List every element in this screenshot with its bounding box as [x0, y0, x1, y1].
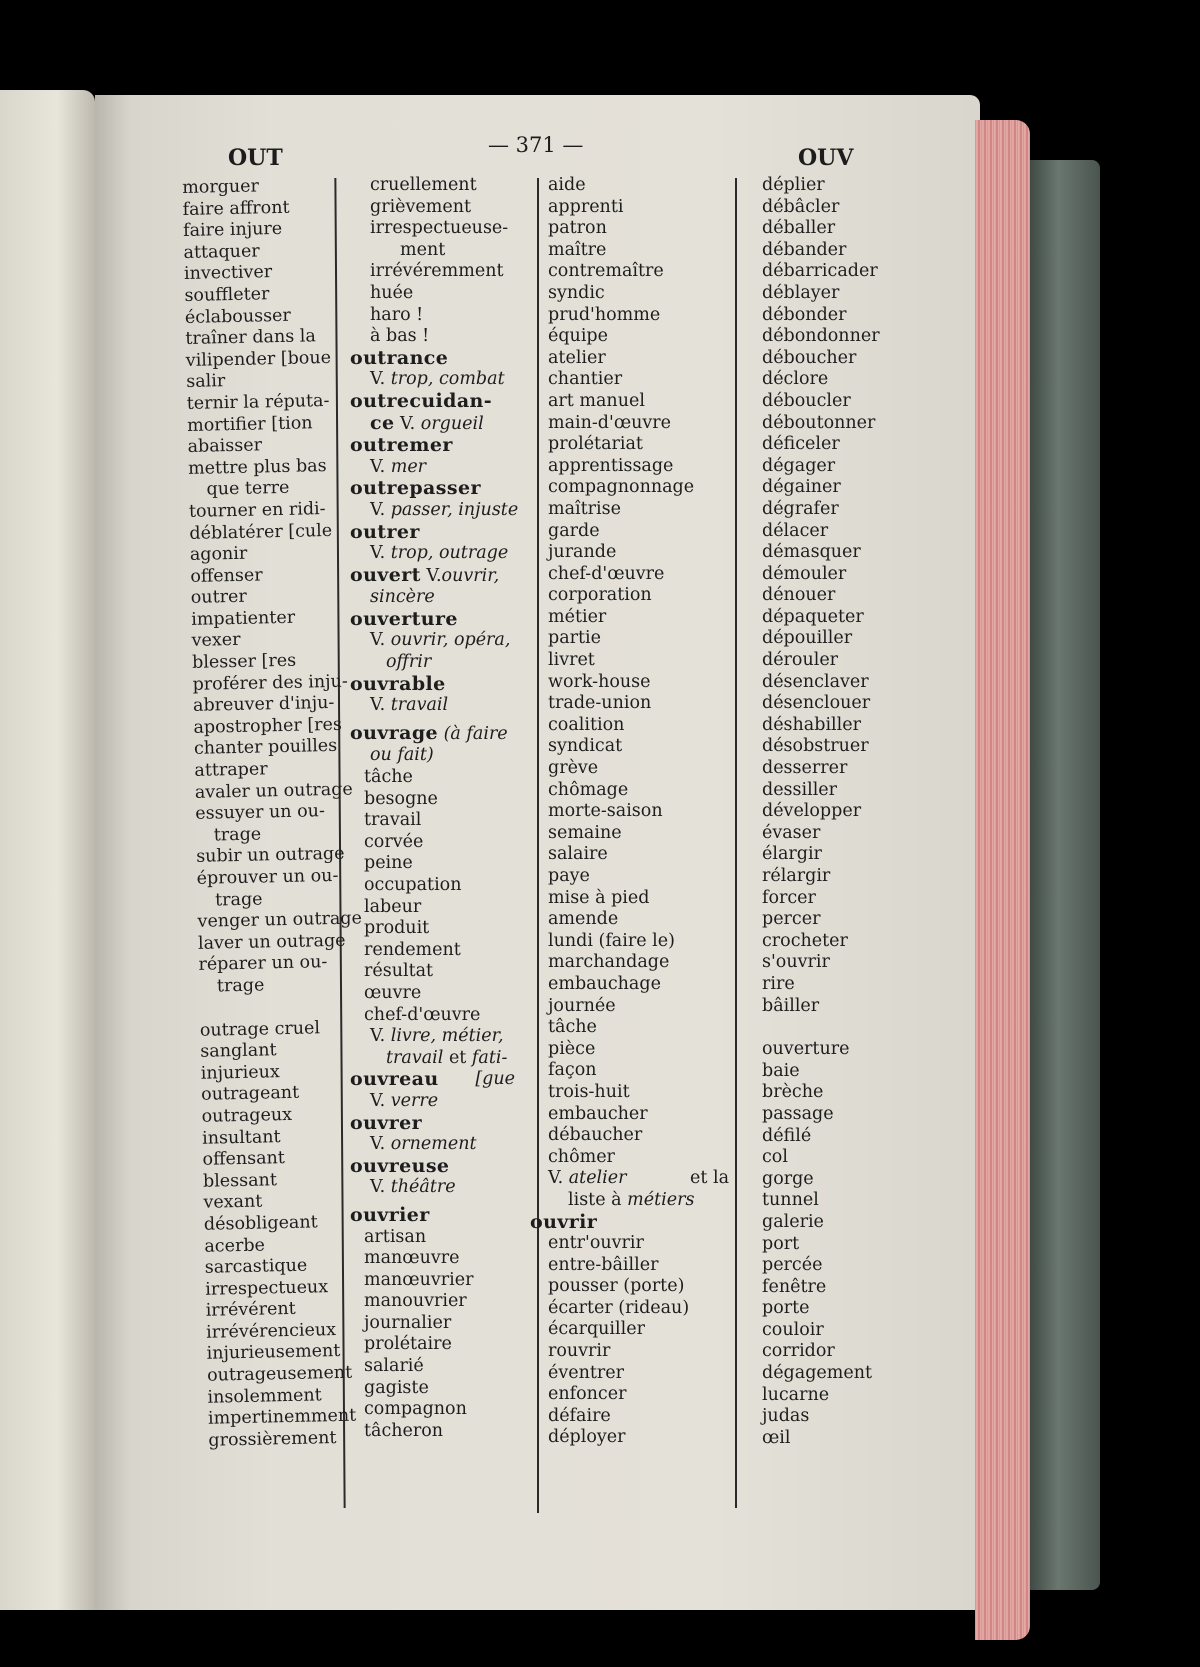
entry-line: lucarne: [762, 1384, 830, 1405]
entry-line: atelier: [548, 347, 606, 368]
entry-line: élargir: [762, 844, 822, 865]
entry-line: outrage cruel: [199, 1017, 321, 1041]
entry-line: cruellement: [370, 175, 477, 195]
entry-line: insolemment: [207, 1384, 322, 1408]
entry-line: réparer un ou-: [198, 952, 328, 976]
entry-line: grièvement: [370, 196, 472, 217]
entry-line: partie: [548, 628, 601, 649]
column-rule-3: [735, 178, 737, 1508]
cross-ref: ornement: [390, 1134, 477, 1155]
headword-outrer: outrer: [350, 520, 420, 543]
entry-line: rire: [762, 973, 795, 994]
entry-line: baie: [762, 1060, 800, 1081]
entry-line: besogne: [364, 788, 438, 809]
entry-line: vilipender [boue: [185, 347, 332, 371]
entry-line: avaler un outrage: [194, 779, 353, 803]
entry-line: débander: [762, 239, 847, 260]
headword-ouvert: ouvert: [350, 563, 421, 586]
entry-line: trois-huit: [548, 1081, 630, 1102]
entry-line: résultat: [364, 961, 434, 982]
blank-line: [762, 1017, 922, 1039]
entry-line: chômage: [548, 779, 629, 800]
entry-line: débâcler: [762, 196, 840, 217]
entry-line: salarié: [364, 1356, 424, 1377]
see-also: V.: [370, 499, 386, 520]
cross-ref: atelier: [568, 1168, 627, 1189]
entry-line: compagnonnage: [548, 477, 695, 498]
entry-line: attaquer: [183, 241, 260, 263]
header-right: OUV: [798, 145, 854, 171]
entry-line: tourner en ridi-: [188, 498, 326, 522]
ouvrier-related-list: [548, 175, 733, 1168]
entry-line: dessiller: [762, 779, 838, 800]
entry-line: gorge: [762, 1168, 814, 1189]
book-cover: [1030, 160, 1100, 1590]
entry-line: syndicat: [548, 736, 623, 757]
see-also: V.: [370, 630, 386, 651]
entry-line: prolétaire: [364, 1334, 452, 1355]
entry-line: irrévéremment: [370, 261, 504, 282]
entry-line: corvée: [364, 831, 424, 852]
entry-line: enfoncer: [548, 1384, 627, 1405]
entry-line: subir un outrage: [196, 844, 345, 868]
entry-line: déboucler: [762, 390, 851, 411]
entry-line: chef-d'œuvre: [364, 1004, 481, 1025]
entry-line: déclore: [762, 369, 829, 390]
entry-line: trage: [216, 975, 265, 997]
entry-line: corporation: [548, 585, 652, 606]
see-also: V.: [370, 543, 386, 564]
entry-line: salaire: [548, 844, 608, 865]
entry-line: débarricader: [762, 261, 878, 282]
entry-line: manœuvre: [364, 1248, 460, 1269]
entry-line: offensant: [202, 1148, 286, 1170]
entry-line: port: [762, 1233, 800, 1254]
entry-line: trage: [213, 824, 262, 846]
entry-line: artisan: [364, 1226, 427, 1247]
cross-ref: travail: [386, 1047, 444, 1068]
entry-line: injurieusement: [206, 1341, 341, 1365]
entry-line: garde: [548, 520, 600, 541]
entry-line: déplier: [762, 175, 825, 195]
entry-line: livret: [548, 650, 595, 671]
headword-ouverture: ouverture: [350, 607, 458, 630]
entry-line: dénouer: [762, 585, 836, 606]
entry-line: travail: [364, 810, 422, 831]
entry-line: invectiver: [183, 262, 273, 285]
entry-line: mettre plus bas: [187, 455, 327, 479]
column-1: [182, 175, 364, 1452]
page-number: — 371 —: [488, 133, 584, 157]
entry-line: faire injure: [182, 219, 283, 242]
entry-line: irrévérencieux: [205, 1319, 337, 1343]
entry-line: façon: [548, 1060, 597, 1081]
entry-line: déboutonner: [762, 412, 876, 433]
entry-line: tunnel: [762, 1190, 819, 1211]
entry-line: chômer: [548, 1146, 615, 1167]
cross-ref: travail: [390, 695, 449, 716]
entry-line: aide: [548, 175, 586, 195]
entry-line: défaire: [548, 1405, 611, 1426]
entry-line: écarter (rideau): [548, 1297, 690, 1318]
entry-line: bâiller: [762, 995, 820, 1016]
entry-line: agonir: [189, 543, 248, 566]
entry-line: éprouver un ou-: [196, 865, 339, 889]
entry-line: grève: [548, 758, 599, 779]
see-also: V.: [370, 1134, 386, 1155]
entry-line: peine: [364, 853, 413, 874]
entry-line: offenser: [190, 565, 263, 587]
see-also: V.: [370, 1026, 386, 1047]
entry-line: déployer: [548, 1427, 626, 1448]
left-page-edge: [0, 90, 95, 1610]
entry-line: semaine: [548, 822, 622, 843]
header-left: OUT: [228, 145, 283, 171]
entry-line: désenclaver: [762, 671, 869, 692]
entry-line: débonder: [762, 304, 847, 325]
ouvrage-synonyms: [350, 767, 535, 1026]
entry-line: outrer: [190, 587, 247, 609]
entry-line: labeur: [364, 896, 422, 917]
entry-line: venger un outrage: [197, 908, 363, 933]
cross-ref: mer: [390, 456, 427, 477]
headword-ouvrer: ouvrer: [350, 1111, 423, 1134]
entry-line: tâche: [548, 1017, 597, 1038]
entry-line: produit: [364, 918, 430, 939]
see-also: V.: [370, 1177, 386, 1198]
gloss: (à faire: [443, 723, 508, 744]
entry-line: percer: [762, 909, 821, 930]
entry-line: journée: [548, 995, 616, 1016]
blank-line: [199, 995, 354, 1020]
entry-line: évaser: [762, 822, 821, 843]
entry-line: prolétariat: [548, 434, 643, 455]
entry-line: tâche: [364, 767, 413, 788]
headword-ouvrage: ouvrage: [350, 721, 439, 744]
see-also: V.: [370, 369, 386, 390]
headword-ouvrir: ouvrir: [530, 1210, 598, 1233]
conjunction: et la: [690, 1168, 729, 1189]
entry-line: essuyer un ou-: [195, 801, 326, 825]
entry-line: déballer: [762, 218, 836, 239]
entry-line: maîtrise: [548, 498, 621, 519]
entry-line: crocheter: [762, 930, 848, 951]
headword-ouvreau: ouvreau: [350, 1068, 439, 1091]
conjunction: et: [448, 1047, 467, 1068]
entry-line: manouvrier: [364, 1291, 467, 1312]
entry-line: apprenti: [548, 196, 624, 217]
headword-outrepasser: outrepasser: [350, 477, 481, 500]
entry-line: désobstruer: [762, 736, 869, 757]
entry-line: défilé: [762, 1125, 812, 1146]
entry-line: brèche: [762, 1082, 824, 1103]
see-also: V.: [370, 1090, 386, 1111]
headword-ouvrier: ouvrier: [350, 1203, 430, 1226]
entry-line: compagnon: [364, 1399, 467, 1420]
entry-line: débondonner: [762, 326, 880, 347]
entry-line: col: [762, 1147, 788, 1168]
entry-line: trage: [214, 889, 263, 911]
entry-line: désobligeant: [203, 1212, 318, 1235]
entry-line: art manuel: [548, 390, 645, 411]
entry-line: blesser [res: [191, 650, 297, 673]
entry-line: trade-union: [548, 693, 652, 714]
entry-line: désenclouer: [762, 693, 871, 714]
entry-line: outrageant: [201, 1083, 300, 1106]
entry-line: dégrafer: [762, 498, 839, 519]
entry-line: blessant: [202, 1169, 278, 1192]
entry-line: dépaqueter: [762, 606, 864, 627]
entry-line: œuvre: [364, 982, 422, 1003]
entry-line: impertinemment: [207, 1405, 357, 1429]
column-4: [762, 175, 922, 1449]
cross-ref: trop, combat: [390, 369, 505, 390]
entry-line: outrageusement: [206, 1362, 353, 1386]
column-rule-2: [537, 178, 539, 1513]
headword-outremer: outremer: [350, 434, 453, 457]
entry-line: sarcastique: [204, 1255, 308, 1278]
entry-line: métier: [548, 606, 607, 627]
entry-line: traîner dans la: [185, 326, 317, 350]
entry-line: embauchage: [548, 973, 661, 994]
entry-line: déficeler: [762, 434, 840, 455]
entry-line: syndic: [548, 282, 605, 303]
entry-line: apostropher [res: [193, 714, 343, 738]
entry-line: morguer: [182, 176, 260, 198]
entry-line: abreuver d'inju-: [192, 693, 335, 717]
entry-line: salir: [186, 371, 226, 393]
entry-line: ternir la réputa-: [186, 390, 330, 414]
headword-ouvreuse: ouvreuse: [350, 1154, 450, 1177]
entry-line: dégagement: [762, 1363, 873, 1384]
entry-line: porte: [762, 1298, 810, 1319]
entry-line: démasquer: [762, 542, 861, 563]
entry-line: amende: [548, 909, 619, 930]
entry-line: à bas !: [370, 326, 430, 347]
see-also: V.: [370, 456, 386, 477]
cross-ref: ouvrir,: [441, 565, 500, 586]
ouvrir-synonyms: [548, 1233, 733, 1449]
entry-line: pousser (porte): [548, 1276, 685, 1297]
entry-line: work-house: [548, 671, 651, 692]
entry-line: irrévérent: [205, 1299, 296, 1322]
entry-line: chanter pouilles: [193, 736, 338, 760]
entry-line: lundi (faire le): [548, 930, 675, 951]
entry-line: marchandage: [548, 952, 670, 973]
entry-line: éventrer: [548, 1362, 624, 1383]
gloss: ou fait): [370, 745, 434, 766]
entry-line: s'ouvrir: [762, 952, 830, 973]
entry-line: irrespectueux: [205, 1276, 329, 1300]
entry-line: rendement: [364, 939, 461, 960]
see-also: V.: [370, 695, 386, 716]
cross-ref: sincère: [370, 587, 435, 608]
cross-ref: verre: [390, 1090, 439, 1111]
entry-line: délacer: [762, 520, 829, 541]
entry-line: injurieux: [200, 1061, 280, 1084]
entry-line: développer: [762, 801, 862, 822]
entry-line: dérouler: [762, 650, 839, 671]
entry-line: équipe: [548, 326, 608, 347]
entry-line: impatienter: [191, 607, 296, 630]
headword-ouvrable: ouvrable: [350, 672, 446, 695]
entry-line: œil: [762, 1427, 791, 1448]
cross-ref: offrir: [386, 652, 432, 673]
entry-line: déblatérer [cule: [189, 520, 333, 544]
entry-line: rélargir: [762, 866, 831, 886]
entry-line: acerbe: [204, 1235, 266, 1257]
entry-line: déboucher: [762, 347, 857, 368]
entry-line: tâcheron: [364, 1420, 444, 1441]
entry-line: journalier: [364, 1312, 452, 1333]
entry-line: souffleter: [184, 284, 270, 306]
entry-line: haro !: [370, 304, 424, 325]
entry-line: manœuvrier: [364, 1269, 474, 1290]
entry-line: mortifier [tion: [186, 412, 313, 436]
cross-ref: livre, métier,: [390, 1026, 504, 1047]
continuation: [gue: [475, 1069, 515, 1090]
entry-line: passage: [762, 1103, 834, 1124]
entry-line: patron: [548, 218, 607, 239]
see-also: V.: [400, 413, 416, 434]
entry-line: paye: [548, 866, 590, 886]
entry-line: chef-d'œuvre: [548, 563, 665, 584]
entry-line: morte-saison: [548, 801, 663, 822]
entry-line: corridor: [762, 1341, 835, 1362]
entry-line: vexant: [203, 1191, 263, 1214]
cross-ref: théâtre: [390, 1177, 456, 1198]
entry-line: déblayer: [762, 282, 840, 303]
entry-line: insultant: [201, 1126, 281, 1149]
entry-line: débaucher: [548, 1125, 643, 1146]
entry-line: abaisser: [187, 435, 263, 458]
entry-line: vexer: [191, 630, 241, 652]
entry-line: forcer: [762, 887, 816, 908]
entry-line: que terre: [206, 478, 290, 500]
entry-line: fenêtre: [762, 1276, 827, 1297]
page-edges: [975, 120, 1030, 1640]
entry-line: chantier: [548, 369, 623, 390]
see-also: V.: [548, 1168, 564, 1189]
entry-line: proférer des inju-: [192, 671, 348, 695]
ouvrier-synonyms: [350, 1227, 535, 1443]
entry-line: coalition: [548, 714, 625, 735]
headword-outrance: outrance: [350, 346, 449, 369]
entry-line: prud'homme: [548, 304, 661, 325]
entry-line: desserrer: [762, 758, 848, 779]
headword-outrecuidance: outrecuidan-: [350, 389, 493, 412]
cross-ref: fati-: [471, 1047, 508, 1068]
entry-line: gagiste: [364, 1377, 429, 1398]
entry-line: attraper: [194, 759, 268, 781]
see-also-text: liste à: [568, 1189, 622, 1210]
entry-line: dégainer: [762, 477, 841, 498]
entry-line: galerie: [762, 1211, 824, 1232]
entry-line: occupation: [364, 875, 462, 895]
cross-ref: ouvrir, opéra,: [390, 630, 511, 651]
entry-line: percée: [762, 1255, 823, 1276]
entry-line: huée: [370, 282, 414, 303]
entry-line: dépouiller: [762, 628, 853, 649]
entry-line: couloir: [762, 1319, 824, 1340]
cross-ref: métiers: [627, 1189, 695, 1210]
cross-ref: orgueil: [420, 413, 484, 434]
entry-line: jurande: [548, 542, 617, 563]
entry-line: contremaître: [548, 261, 664, 282]
entry-line: outrageux: [201, 1104, 293, 1127]
column-2: [350, 175, 535, 1442]
entry-line: grossièrement: [208, 1427, 337, 1451]
entry-line: judas: [762, 1406, 810, 1427]
entry-line: maître: [548, 239, 607, 260]
see-also: V.: [426, 565, 442, 586]
entry-line: dégager: [762, 455, 836, 476]
entry-line: irrespectueuse-: [370, 218, 509, 239]
entry-line: rouvrir: [548, 1341, 611, 1362]
entry-line: mise à pied: [548, 887, 650, 908]
entry-line: sanglant: [200, 1040, 277, 1062]
entry-line: ment: [400, 239, 446, 260]
entry-line: main-d'œuvre: [548, 412, 672, 433]
entry-line: entr'ouvrir: [548, 1233, 644, 1254]
cross-ref: passer, injuste: [390, 499, 519, 520]
entry-line: déshabiller: [762, 714, 861, 735]
entry-line: éclabousser: [184, 305, 291, 328]
headword-outrecuidance-cont: ce: [370, 411, 395, 434]
entry-line: entre-bâiller: [548, 1254, 659, 1275]
entry-line: pièce: [548, 1038, 596, 1059]
entry-line: ouverture: [762, 1039, 850, 1060]
entry-line: apprentissage: [548, 455, 674, 476]
entry-line: embaucher: [548, 1103, 648, 1124]
entry-line: faire affront: [182, 197, 290, 220]
entry-line: démouler: [762, 563, 847, 584]
cross-ref: trop, outrage: [390, 543, 509, 564]
entry-line: écarquiller: [548, 1319, 645, 1340]
column-3: [530, 175, 733, 1449]
entry-line: laver un outrage: [197, 930, 346, 954]
